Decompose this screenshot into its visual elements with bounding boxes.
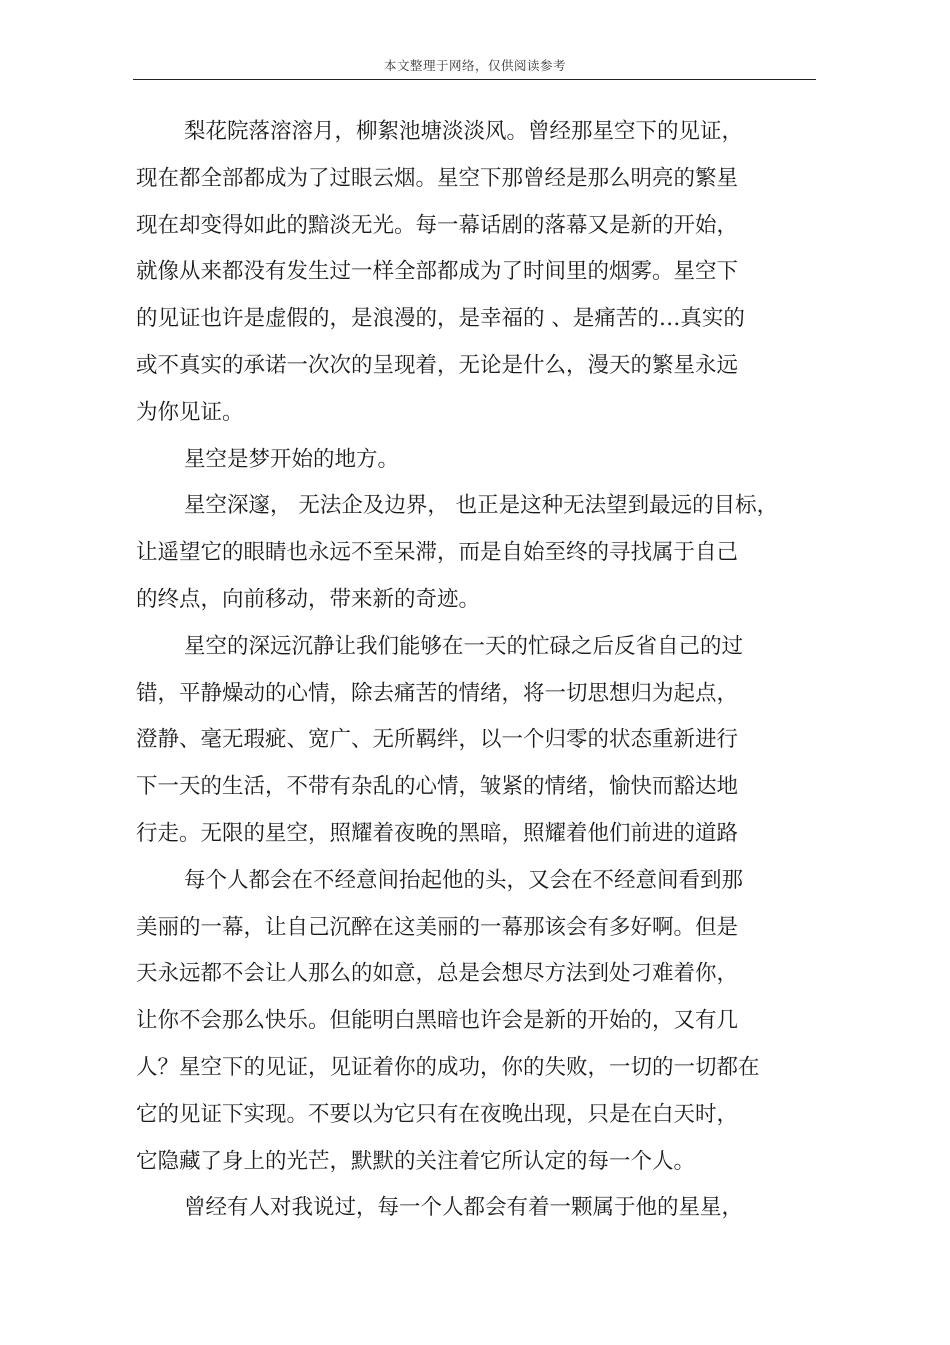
paragraph-line: 星空是梦开始的地方。 (184, 446, 400, 472)
paragraph-line: 让遥望它的眼睛也永远不至呆滞，而是自始至终的寻找属于自己 (136, 540, 739, 566)
paragraph-line: 澄静、毫无瑕疵、宽广、无所羁绊，以一个归零的状态重新进行 (136, 727, 739, 753)
paragraph-line: 现在却变得如此的黯淡无光。每一幕话剧的落幕又是新的开始， (136, 212, 739, 238)
paragraph-line: 的终点，向前移动，带来新的奇迹。 (136, 586, 481, 612)
paragraph-line: 梨花院落溶溶月，柳絮池塘淡淡风。曾经那星空下的见证， (184, 119, 744, 144)
paragraph-line: 星空的深远沉静让我们能够在一天的忙碌之后反省自己的过 (184, 633, 744, 659)
paragraph-line: 曾经有人对我说过，每一个人都会有着一颗属于他的星星， (184, 1195, 744, 1221)
paragraph-line: 让你不会那么快乐。但能明白黑暗也许会是新的开始的，又有几 (136, 1008, 739, 1034)
paragraph-line: 每个人都会在不经意间抬起他的头，又会在不经意间看到那 (184, 867, 744, 893)
paragraph-line: 星空深邃， 无法企及边界， 也正是这种无法望到最远的目标， (184, 493, 779, 519)
paragraph-line: 为你见证。 (136, 399, 244, 425)
paragraph-line: 下一天的生活，不带有杂乱的心情，皱紧的情绪，愉快而豁达地 (136, 774, 739, 800)
paragraph-line: 天永远都不会让人那么的如意，总是会想尽方法到处刁难着你， (136, 961, 739, 987)
paragraph-line: 现在都全部都成为了过眼云烟。星空下那曾经是那么明亮的繁星 (136, 165, 739, 191)
header-divider (133, 79, 816, 80)
paragraph-line: 人？星空下的见证，见证着你的成功，你的失败，一切的一切都在 (136, 1054, 760, 1080)
paragraph-line: 就像从来都没有发生过一样全部都成为了时间里的烟雾。星空下 (136, 259, 739, 285)
paragraph-line: 美丽的一幕，让自己沉醉在这美丽的一幕那该会有多好啊。但是 (136, 914, 739, 940)
paragraph-line: 的见证也许是虚假的，是浪漫的，是幸福的 、是痛苦的…真实的 (136, 306, 745, 332)
paragraph-line: 它隐藏了身上的光芒，默默的关注着它所认定的每一个人。 (136, 1148, 696, 1174)
paragraph-line: 它的见证下实现。不要以为它只有在夜晚出现，只是在白天时， (136, 1101, 739, 1127)
paragraph-line: 错，平静燥动的心情，除去痛苦的情绪，将一切思想归为起点， (136, 680, 739, 706)
article-body (136, 117, 779, 1240)
page-header: 本文整理于网络，仅供阅读参考 (383, 58, 566, 73)
paragraph-line: 行走。无限的星空，照耀着夜晚的黑暗，照耀着他们前进的道路 (136, 820, 739, 846)
paragraph-line: 或不真实的承诺一次次的呈现着，无论是什么，漫天的繁星永远 (136, 352, 739, 378)
